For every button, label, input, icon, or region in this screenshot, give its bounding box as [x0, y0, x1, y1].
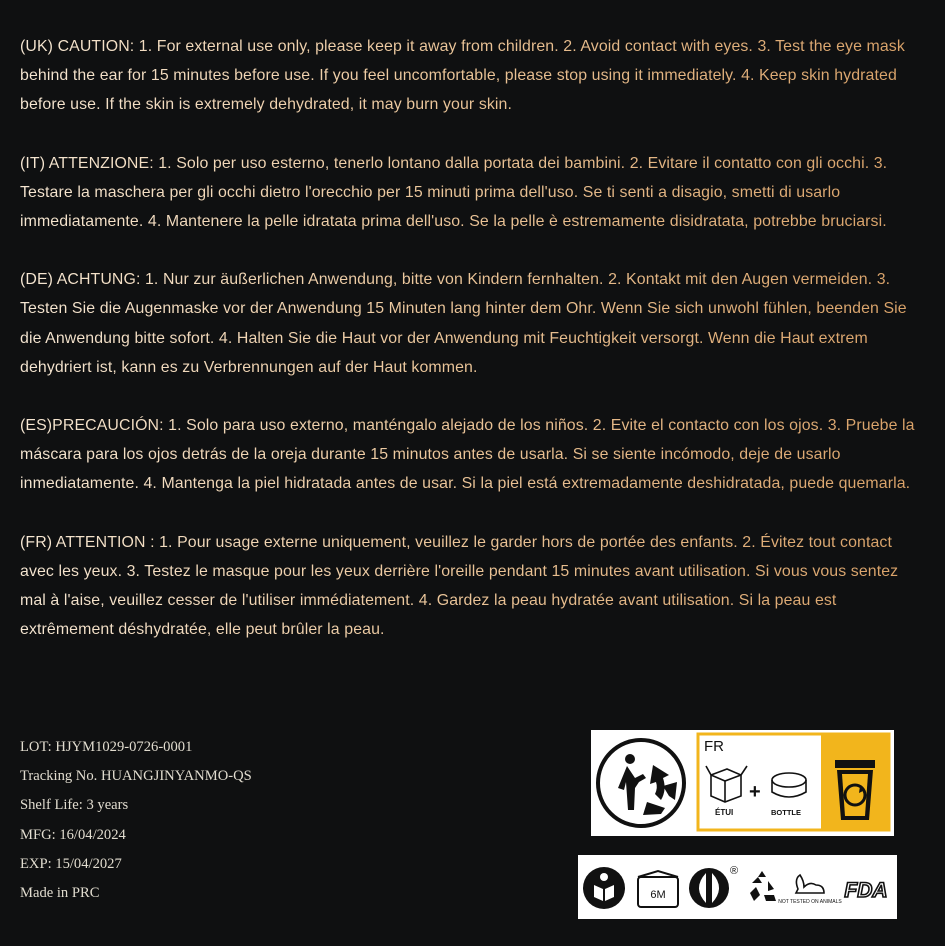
recycle-icon [750, 871, 776, 901]
read-leaflet-icon [583, 867, 625, 909]
box-icon [706, 766, 747, 802]
warning-de: (DE) ACHTUNG: 1. Nur zur äußerlichen Anwendung, bitte von Kindern fernhalten. 2. Kontakt mit den Augen vermeiden. 3. Testen Sie die Augenmaske vor der Anwendung 15 Minuten lang hinter dem Ohr. Wenn Sie sich unwohl fühlen, beenden Sie die Anwendung bitte sofort. 4. Halten Sie die Haut vor der Anwendung mit Feuchtigkeit versorgt. Wenn die Haut extrem dehydriert ist, kann es zu Verbrennungen auf der Haut kommen. [20, 265, 925, 382]
green-dot-icon [689, 865, 738, 908]
fda-logo-icon [844, 879, 887, 902]
triman-panel-graphic [591, 730, 894, 836]
registered-mark: ® [730, 865, 739, 877]
symbols-panel-graphic [578, 855, 897, 919]
fda-label: FDA [844, 879, 888, 902]
bottle-label: BOTTLE [771, 808, 801, 817]
symbols-panel [578, 855, 897, 919]
country-of-origin: Made in PRC [20, 885, 100, 902]
etui-label: ÉTUI [715, 808, 734, 817]
country-label: FR [704, 738, 724, 755]
warning-es: (ES)PRECAUCIÓN: 1. Solo para uso externo, manténgalo alejado de los niños. 2. Evite el contacto con los ojos. 3. Pruebe la máscara para los ojos detrás de la oreja durante 15 minutos antes de usarla. Si se siente incómodo, deje de usarlo inmediatamente. 4. Mantenga la piel hidratada antes de usar. Si la piel está extremadamente deshidratada, puede quemarla. [20, 411, 925, 499]
triman-panel [591, 730, 894, 836]
warnings-section [20, 32, 925, 673]
warning-uk: (UK) CAUTION: 1. For external use only, please keep it away from children. 2. Avoid contact with eyes. 3. Test the eye mask behind the ear for 15 minutes before use. If you feel uncomfortable, please stop using it immediately. 4. Keep skin hydrated before use. If the skin is extremely dehydrated, it may burn your skin. [20, 32, 925, 120]
shelf-life: Shelf Life: 3 years [20, 797, 129, 814]
triman-icon [598, 740, 684, 826]
warning-fr: (FR) ATTENTION : 1. Pour usage externe uniquement, veuillez le garder hors de portée des enfants. 2. Évitez tout contact avec les yeux. 3. Testez le masque pour les yeux derrière l'oreille pendant 15 minutes avant utilisation. Si vous vous sentez mal à l'aise, veuillez cesser de l'utiliser immédiatement. 4. Gardez la peau hydratée avant utilisation. Si la peau est extrêmement déshydratée, elle peut brûler la peau. [20, 528, 925, 645]
expiry-date: EXP: 15/04/2027 [20, 855, 122, 872]
tracking-number: Tracking No. HUANGJINYANMO-QS [20, 768, 252, 785]
pao-jar-icon [638, 871, 678, 907]
product-info [20, 733, 252, 908]
cruelty-free-rabbit-icon [778, 875, 842, 905]
lot-number: LOT: HJYM1029-0726-0001 [20, 739, 193, 755]
jar-icon [772, 773, 806, 797]
plus-sign: + [749, 781, 761, 803]
warning-it: (IT) ATTENZIONE: 1. Solo per uso esterno, tenerlo lontano dalla portata dei bambini. 2. Evitare il contatto con gli occhi. 3. Testare la maschera per gli occhi dietro l'orecchio per 15 minuti prima dell'uso. Se ti senti a disagio, smetti di usarlo immediatamente. 4. Mantenere la pelle idratata prima dell'uso. Se la pelle è estremamente disidratata, potrebbe bruciarsi. [20, 149, 925, 237]
not-tested-label: NOT TESTED ON ANIMALS [778, 899, 842, 905]
manufacture-date: MFG: 16/04/2024 [20, 826, 126, 843]
pao-label: 6M [650, 889, 666, 901]
